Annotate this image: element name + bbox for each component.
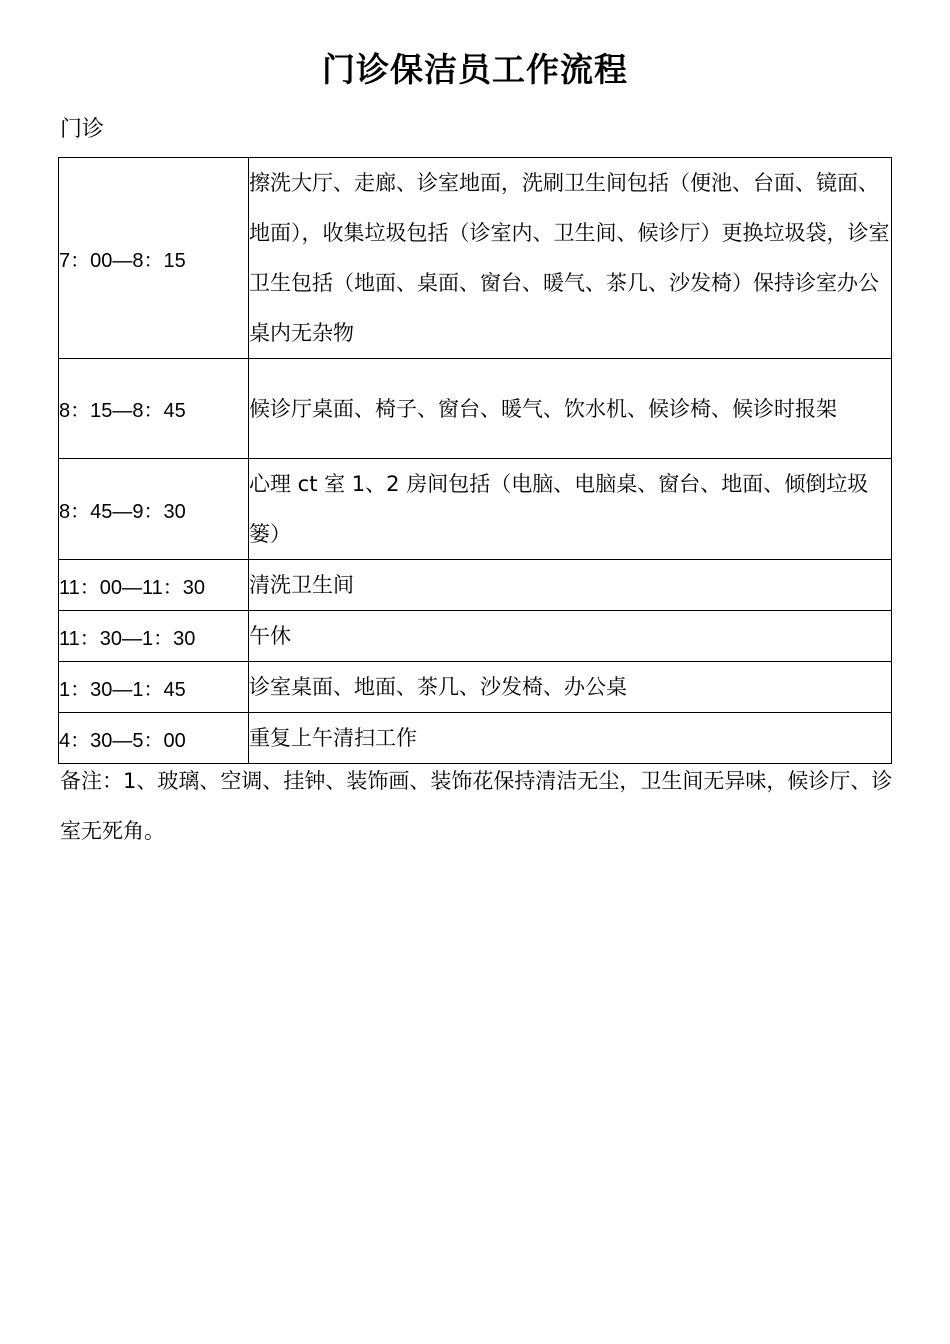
table-row xyxy=(59,662,892,713)
task-cell: 心理 ct 室 1、2 房间包括（电脑、电脑桌、窗台、地面、倾倒垃圾篓） xyxy=(249,459,892,560)
time-cell: 7：00—8：15 xyxy=(59,158,249,359)
table-row xyxy=(59,611,892,662)
task-cell: 午休 xyxy=(249,611,892,662)
task-cell: 清洗卫生间 xyxy=(249,560,892,611)
section-label: 门诊 xyxy=(60,117,105,142)
task-cell: 候诊厅桌面、椅子、窗台、暖气、饮水机、候诊椅、候诊时报架 xyxy=(249,359,892,459)
table-row xyxy=(59,560,892,611)
task-cell: 诊室桌面、地面、茶几、沙发椅、办公桌 xyxy=(249,662,892,713)
page-title: 门诊保洁员工作流程 xyxy=(322,50,628,89)
task-cell: 重复上午清扫工作 xyxy=(249,713,892,764)
table-row xyxy=(59,359,892,459)
remarks-note: 备注：1、玻璃、空调、挂钟、装饰画、装饰花保持清洁无尘，卫生间无异味，候诊厅、诊室无死角。 xyxy=(60,769,893,843)
table-row xyxy=(59,459,892,560)
task-cell: 擦洗大厅、走廊、诊室地面，洗刷卫生间包括（便池、台面、镜面、地面），收集垃圾包括（诊室内、卫生间、候诊厅）更换垃圾袋，诊室卫生包括（地面、桌面、窗台、暖气、茶几、沙发椅）保持诊室办公桌内无杂物 xyxy=(249,158,892,359)
table-row xyxy=(59,158,892,359)
time-cell: 4：30—5：00 xyxy=(59,713,249,764)
schedule-table xyxy=(58,157,892,764)
time-cell: 11：00—11：30 xyxy=(59,560,249,611)
time-cell: 8：15—8：45 xyxy=(59,359,249,459)
time-cell: 8：45—9：30 xyxy=(59,459,249,560)
time-cell: 1：30—1：45 xyxy=(59,662,249,713)
time-cell: 11：30—1：30 xyxy=(59,611,249,662)
